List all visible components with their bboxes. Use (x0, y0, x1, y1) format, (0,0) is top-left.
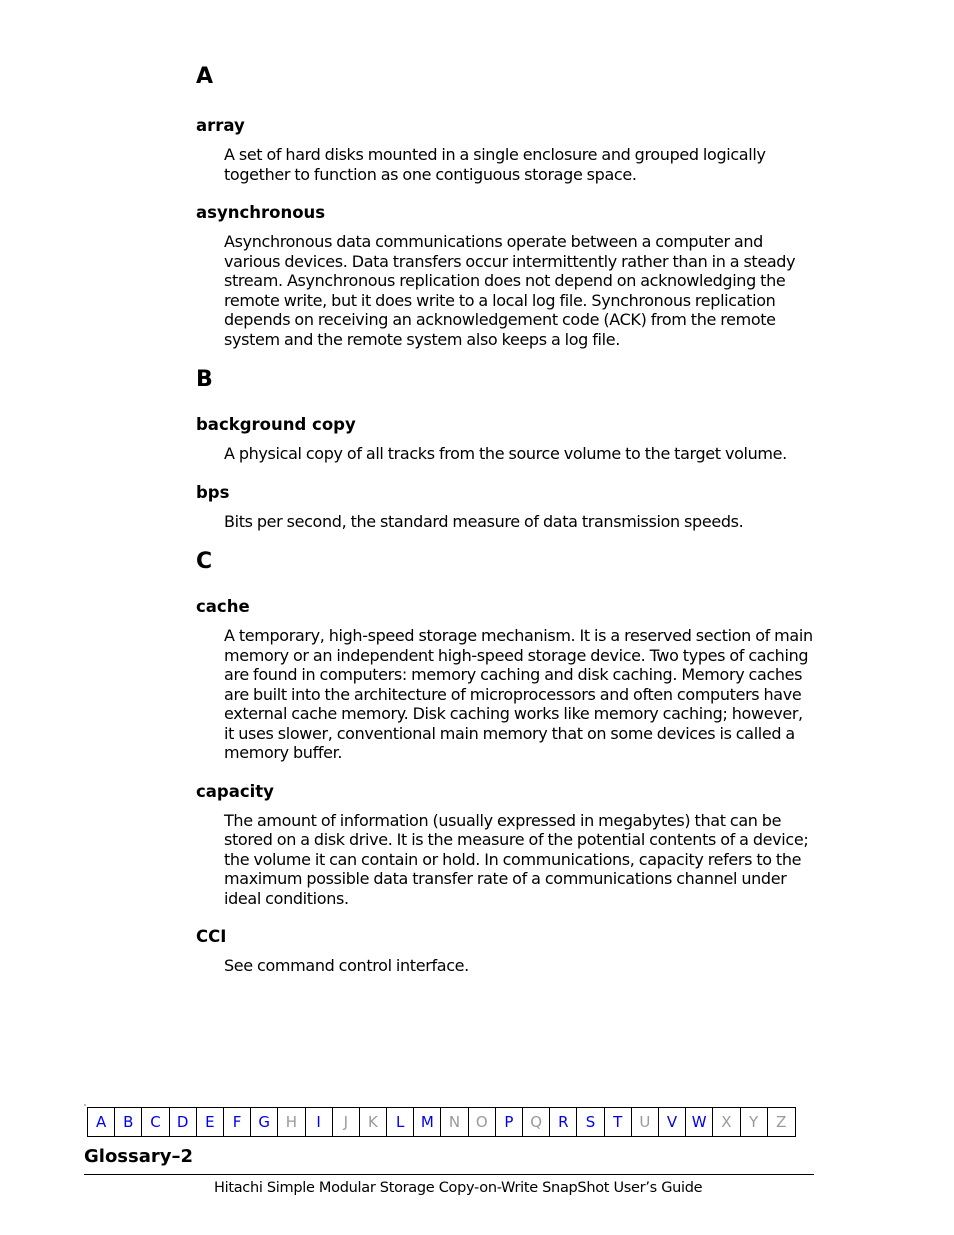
alpha-nav-letter-i[interactable]: I (306, 1108, 333, 1136)
alpha-nav-letter-z: Z (776, 1113, 787, 1131)
document-title: Hitachi Simple Modular Storage Copy-on-Write SnapShot User’s Guide (214, 1180, 703, 1196)
alpha-nav-letter-j: J (333, 1108, 360, 1136)
glossary-term: cache (196, 597, 250, 616)
section-heading-c: C (196, 549, 213, 574)
alpha-nav-letter-w[interactable]: W (686, 1108, 713, 1136)
alpha-nav-letter-t[interactable]: T (605, 1108, 632, 1136)
glossary-definition: See command control interface. (224, 956, 469, 975)
glossary-term: CCI (196, 927, 227, 946)
glossary-definition: A temporary, high-speed storage mechanism. It is a reserved section of main memory or an independent high-speed storage device. Two types of caching are found in computers: memory caching and disk caching. Memory caches are built into the architecture of microprocessors and often computers have external cache memory. Disk caching works like memory caching; however, it uses slower, conventional main memory that on some devices is called a memory buffer. (224, 626, 813, 762)
alpha-nav-letter-e[interactable]: E (197, 1108, 224, 1136)
footer-divider (84, 1174, 814, 1175)
glossary-definition: A physical copy of all tracks from the source volume to the target volume. (224, 444, 787, 463)
alpha-nav-letter-s[interactable]: S (577, 1108, 604, 1136)
glossary-term: background copy (196, 415, 356, 434)
alpha-nav-letter-c[interactable]: C (142, 1108, 169, 1136)
alpha-nav-letter-d[interactable]: D (170, 1108, 197, 1136)
alpha-nav-letter-x: X (713, 1108, 740, 1136)
alpha-nav-letter-y: Y (741, 1108, 768, 1136)
alphabet-index-nav (87, 1107, 796, 1137)
alpha-nav-letter-n: N (441, 1108, 468, 1136)
alpha-nav-letter-l[interactable]: L (387, 1108, 414, 1136)
alpha-nav-letter-r[interactable]: R (550, 1108, 577, 1136)
alpha-nav-letter-v[interactable]: V (659, 1108, 686, 1136)
glossary-term: array (196, 116, 245, 135)
section-heading-a: A (196, 64, 214, 89)
glossary-definition: A set of hard disks mounted in a single enclosure and grouped logically together to function as one contiguous storage space. (224, 145, 766, 184)
section-heading-b: B (196, 367, 213, 392)
alpha-nav-letter-u: U (632, 1108, 659, 1136)
alpha-nav-letter-m[interactable]: M (414, 1108, 441, 1136)
alpha-nav-letter-g[interactable]: G (251, 1108, 278, 1136)
alpha-nav-letter-h: H (278, 1108, 305, 1136)
alpha-nav-letter-q: Q (523, 1108, 550, 1136)
alpha-nav-letter-k: K (360, 1108, 387, 1136)
alpha-nav-letter-p[interactable]: P (496, 1108, 523, 1136)
glossary-content (196, 60, 816, 976)
alpha-nav-letter-o: O (469, 1108, 496, 1136)
anchor-marker (84, 1104, 86, 1106)
glossary-term: capacity (196, 781, 274, 801)
alpha-nav-letter-f[interactable]: F (224, 1108, 251, 1136)
glossary-definition: Asynchronous data communications operate between a computer and various devices. Data transfers occur intermittently rather than in a steady stream. Asynchronous replication does not depend on acknowledging the remote write, but it does write to a local log file. Synchronous replication depends on receiving an acknowledgement code (ACK) from the remote system and the remote system also keeps a log file. (224, 232, 796, 349)
alpha-nav-letter-b[interactable]: B (115, 1108, 142, 1136)
glossary-definition: The amount of information (usually expressed in megabytes) that can be stored on a disk drive. It is the measure of the potential contents of a device; the volume it can contain or hold. In communications, capacity refers to the maximum possible data transfer rate of a communications channel under ideal conditions. (224, 810, 809, 908)
alpha-nav-letter-a[interactable]: A (88, 1108, 115, 1136)
glossary-term: asynchronous (196, 203, 326, 222)
glossary-term: bps (196, 482, 230, 502)
page-number-label: Glossary–2 (84, 1146, 194, 1167)
glossary-definition: Bits per second, the standard measure of data transmission speeds. (224, 511, 744, 531)
